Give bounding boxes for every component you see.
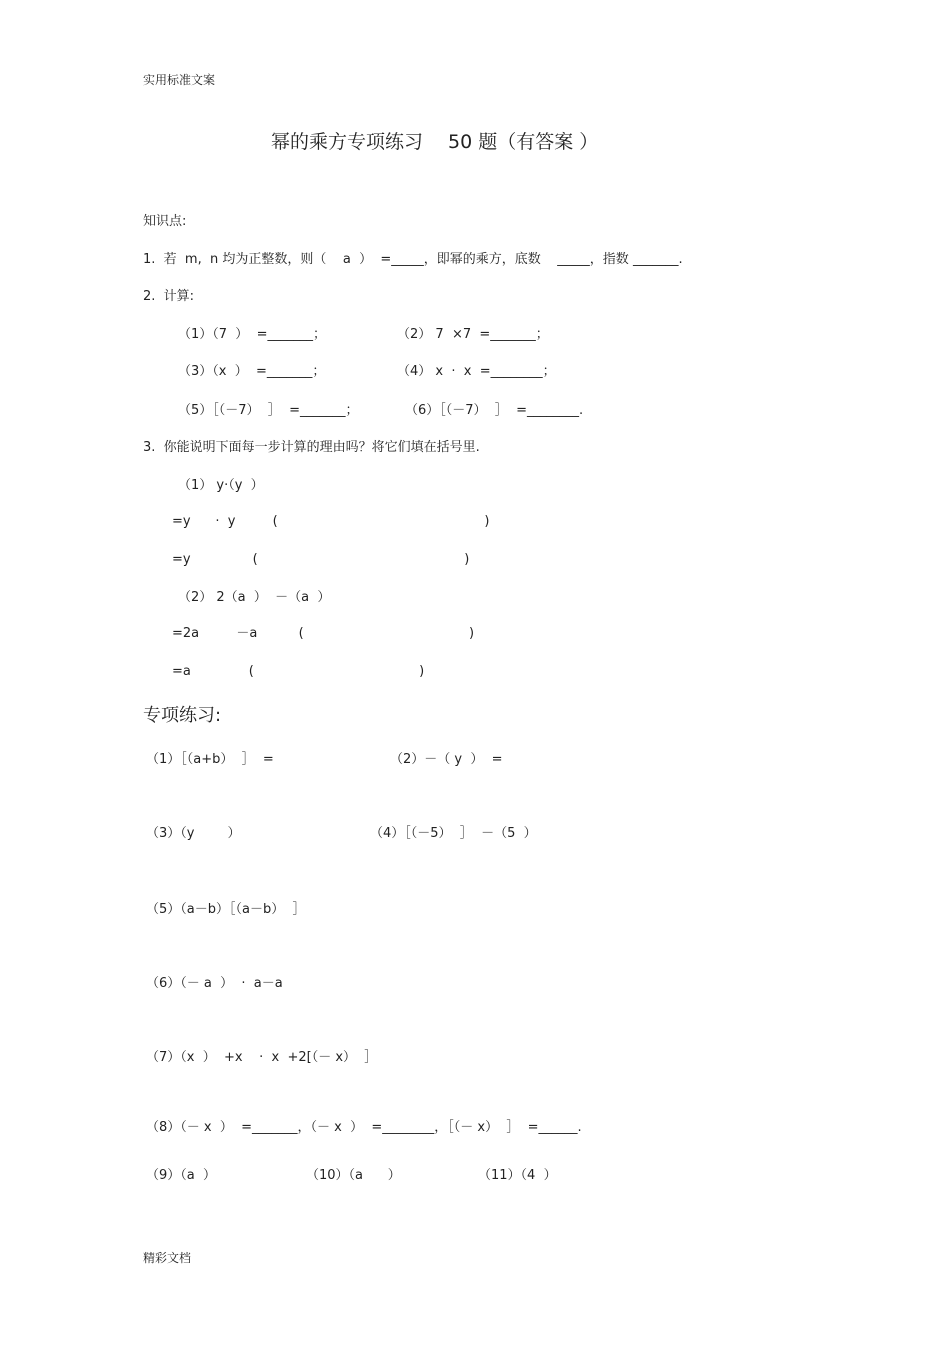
- question-2-item-5: （5）［（－7） ］ =_______；: [178, 403, 359, 418]
- practice-item-6: （6）（－ a ） · a－a: [146, 976, 283, 991]
- question-2-item-4: （4） x · x =________；: [397, 364, 556, 379]
- page-footer: 精彩文档: [143, 1251, 192, 1265]
- question-1: 1. 若 m, n 均为正整数，则（ a ） =_____，即幂的乘方，底数 _____，指数 _______.: [143, 252, 683, 267]
- question-3: 3. 你能说明下面每一步计算的理由吗？将它们填在括号里.: [143, 440, 480, 455]
- practice-item-9: （9）（a ）: [146, 1168, 217, 1183]
- practice-item-3: （3）（y ）: [146, 826, 241, 841]
- practice-item-8: （8）（－ x ） =_______，（－ x ） =________，［（－ x） ］ =______.: [146, 1120, 582, 1135]
- question-2-item-6: （6）［（－7） ］ =________.: [405, 403, 584, 418]
- question-2-item-1: （1）（7 ） =_______；: [178, 327, 326, 342]
- practice-item-2: （2）－（ y ） =: [390, 752, 503, 767]
- knowledge-heading: 知识点:: [143, 214, 187, 229]
- practice-item-1: （1）［（a+b） ］ =: [146, 752, 274, 767]
- question-2-item-2: （2） 7 ×7 =_______；: [397, 327, 549, 342]
- page-header: 实用标准文案: [143, 73, 216, 87]
- question-2-item-3: （3）（x ） =_______；: [178, 364, 326, 379]
- question-3-line-4: （2） 2（a ） －（a ）: [178, 590, 331, 605]
- practice-item-7: （7）（x ） +x · x +2[（－ x） ］: [146, 1050, 378, 1065]
- question-3-line-2: =y · y ( ): [172, 514, 490, 529]
- question-3-line-3: =y ( ): [172, 552, 470, 567]
- question-2-label: 2. 计算:: [143, 289, 195, 304]
- practice-item-4: （4）［（－5） ］ －（5 ）: [370, 826, 537, 841]
- practice-item-5: （5）（a－b）［（a－b） ］: [146, 902, 306, 917]
- practice-item-10: （10）（a ）: [306, 1168, 401, 1183]
- question-3-line-6: =a ( ): [172, 664, 425, 679]
- practice-item-11: （11）（4 ）: [478, 1168, 557, 1183]
- practice-heading: 专项练习:: [143, 705, 222, 726]
- page-title: 幂的乘方专项练习 50 题（有答案 ）: [271, 131, 599, 153]
- question-3-line-5: =2a －a ( ): [172, 626, 475, 641]
- question-3-line-1: （1） y·（y ）: [178, 478, 264, 493]
